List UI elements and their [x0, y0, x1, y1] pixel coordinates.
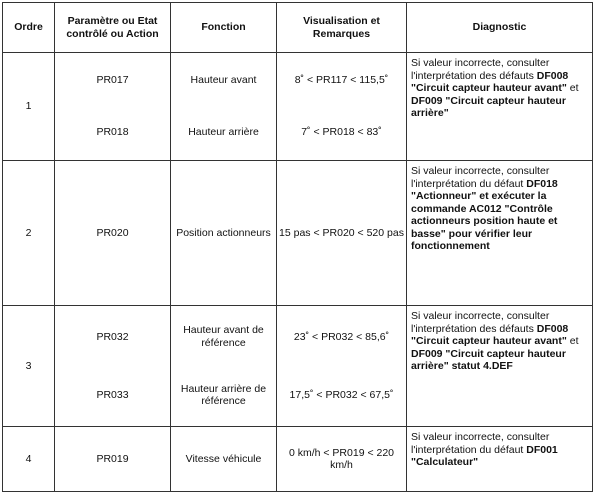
- diagnostic-cell: [407, 306, 593, 427]
- diagnostic-text: et: [566, 335, 579, 347]
- parametre-value: PR017: [96, 74, 129, 87]
- header-fonction: Fonction: [171, 3, 277, 53]
- fonction-value: Hauteur arrière: [188, 126, 259, 139]
- table-row: [3, 53, 593, 161]
- diagnostic-table: [2, 2, 593, 492]
- diagnostic-text: Si valeur incorrecte, consulter l'interprétation des défauts: [411, 310, 550, 335]
- diagnostic-code: DF008 "Circuit capteur hauteur avant": [411, 69, 569, 94]
- diagnostic-text: Si valeur incorrecte, consulter l'interprétation du défaut: [411, 431, 550, 456]
- header-visualisation: Visualisation et Remarques: [277, 3, 407, 53]
- diagnostic-code: DF008 "Circuit capteur hauteur avant": [411, 322, 569, 347]
- table-row: [3, 161, 593, 306]
- diagnostic-code: DF009 "Circuit capteur hauteur arrière": [411, 94, 566, 119]
- parametre-value: PR033: [96, 389, 129, 401]
- parametre-value: PR032: [96, 330, 129, 343]
- table-row: [3, 427, 593, 492]
- parametre-value: PR020: [55, 161, 171, 306]
- header-parametre: Paramètre ou Etat contrôlé ou Action: [55, 3, 171, 53]
- visualisation-value: 15 pas < PR020 < 520 pas: [277, 161, 407, 306]
- diagnostic-cell: [407, 427, 593, 492]
- parametre-value: PR019: [55, 427, 171, 492]
- fonction-value: Hauteur avant: [190, 74, 257, 87]
- visualisation-value: 7˚ < PR018 < 83˚: [301, 126, 382, 139]
- fonction-value: Position actionneurs: [171, 161, 277, 306]
- parametre-cell: [55, 306, 171, 427]
- visualisation-cell: [277, 53, 407, 161]
- diagnostic-code: DF018 "Actionneur" et exécuter la commande AC012 "Contrôle actionneurs position haute et basse" pour vérifier leur fonctionnement: [411, 177, 558, 252]
- fonction-value: Hauteur avant de référence: [183, 324, 264, 349]
- header-row: [3, 3, 593, 53]
- header-diagnostic: Diagnostic: [407, 3, 593, 53]
- ordre-cell: 3: [3, 306, 55, 427]
- fonction-value: Vitesse véhicule: [171, 427, 277, 492]
- diagnostic-text: Si valeur incorrecte, consulter l'interprétation du défaut: [411, 165, 550, 190]
- header-ordre: Ordre: [3, 3, 55, 53]
- visualisation-cell: [277, 306, 407, 427]
- visualisation-value: 17,5˚ < PR032 < 67,5˚: [289, 389, 394, 401]
- fonction-cell: [171, 53, 277, 161]
- visualisation-value: 23˚ < PR032 < 85,6˚: [293, 330, 390, 343]
- visualisation-value: 8˚ < PR117 < 115,5˚: [294, 74, 389, 87]
- parametre-value: PR018: [96, 126, 129, 139]
- parametre-cell: [55, 53, 171, 161]
- ordre-cell: 4: [3, 427, 55, 492]
- visualisation-value: 0 km/h < PR019 < 220 km/h: [277, 427, 407, 492]
- ordre-cell: 2: [3, 161, 55, 306]
- diagnostic-code: DF001 "Calculateur": [411, 443, 558, 468]
- fonction-cell: [171, 306, 277, 427]
- diagnostic-text: Si valeur incorrecte, consulter l'interprétation des défauts: [411, 57, 550, 82]
- table-row: [3, 306, 593, 427]
- fonction-value: Hauteur arrière de référence: [180, 382, 267, 408]
- diagnostic-text: et: [566, 82, 579, 94]
- diagnostic-code: DF009 "Circuit capteur hauteur arrière" statut 4.DEF: [411, 347, 566, 372]
- diagnostic-cell: [407, 161, 593, 306]
- ordre-cell: 1: [3, 53, 55, 161]
- diagnostic-cell: [407, 53, 593, 161]
